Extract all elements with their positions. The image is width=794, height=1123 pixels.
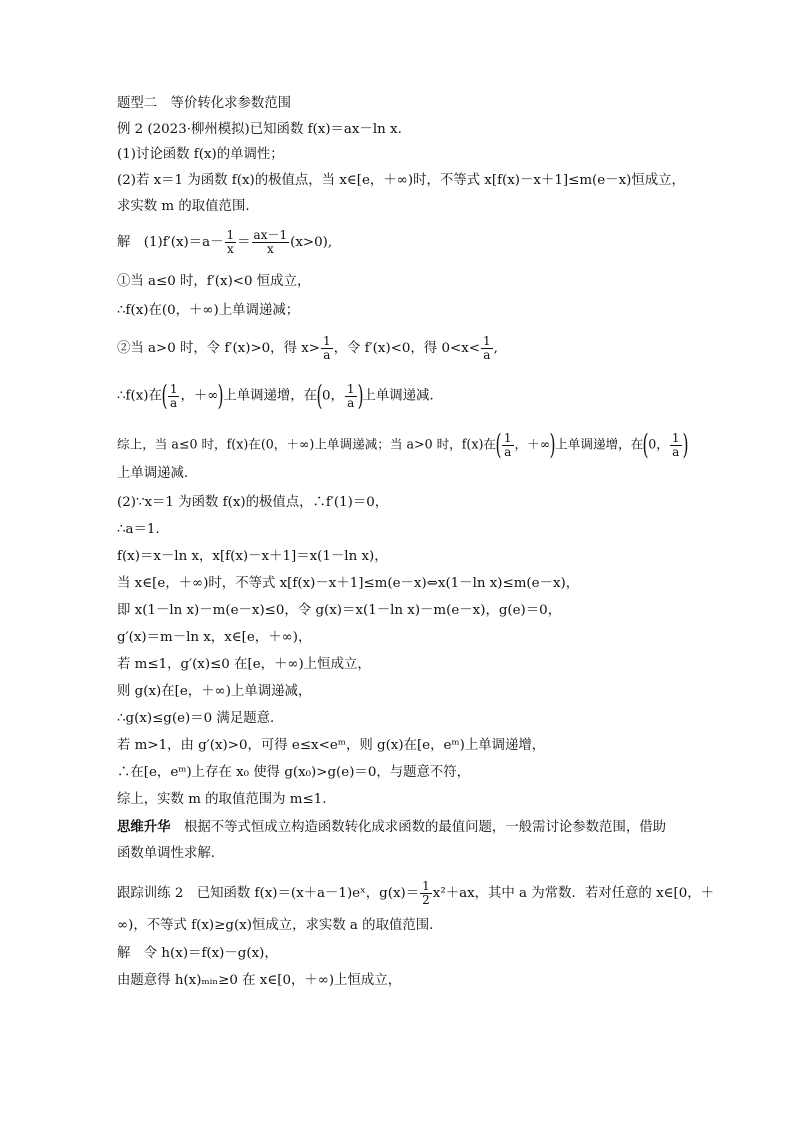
solution-line-6-mid: 上单调递增，在 (555, 436, 644, 452)
fraction (481, 335, 493, 362)
insight-line-a (117, 818, 666, 837)
fraction-denominator: x (266, 242, 274, 256)
right-paren: ) (681, 428, 688, 461)
fraction (502, 432, 514, 459)
fraction-numerator: 1 (346, 381, 355, 396)
interval-lower: 0， (322, 388, 344, 404)
fraction-numerator: ax－1 (253, 228, 288, 242)
solution-line-5-post: 上单调递减． (362, 388, 443, 404)
fraction-denominator: a (483, 348, 491, 362)
solution-line-14: 若 m≤1，g′(x)≤0 在[e，＋∞)上恒成立， (117, 657, 371, 672)
solution-line-8: (2)∵x＝1 为函数 f(x)的极值点，∴f′(1)＝0， (117, 495, 389, 510)
interval-upper: ，＋∞ (180, 388, 219, 404)
fraction-numerator: 1 (422, 879, 430, 893)
fraction (168, 383, 180, 410)
fraction (345, 383, 357, 410)
solution-line-2: ①当 a≤0 时，f′(x)<0 恒成立， (117, 274, 311, 289)
question-2-line-b: 求实数 m 的取值范围． (117, 199, 259, 214)
fraction-denominator: x (226, 242, 234, 256)
solution-line-4-pre: ②当 a>0 时，令 f′(x)>0，得 x> (117, 341, 320, 356)
fraction-numerator: 1 (503, 430, 512, 445)
question-2-line-a: (2)若 x＝1 为函数 f(x)的极值点，当 x∈[e，＋∞)时，不等式 x[f(x)－x＋1]≤m(e－x)恒成立， (117, 173, 685, 188)
solution-line-4-mid: ，令 f′(x)<0，得 0<x< (333, 341, 480, 356)
fraction (225, 229, 237, 256)
solution-line-1-pre: 解 (1)f′(x)＝a－ (117, 235, 224, 250)
practice-line-4: 由题意得 h(x)ₘᵢₙ≥0 在 x∈[0，＋∞)上恒成立， (117, 973, 402, 988)
insight-line-b: 函数单调性求解． (117, 846, 225, 861)
fraction-numerator: 1 (169, 381, 178, 396)
practice-line-3: 解 令 h(x)＝f(x)－g(x)， (117, 946, 278, 961)
solution-line-1 (117, 229, 332, 256)
fraction-denominator: a (170, 395, 178, 410)
right-paren: ) (549, 428, 556, 461)
insight-text-a: 根据不等式恒成立构造函数转化成求函数的最值问题，一般需讨论参数范围，借助 (170, 820, 667, 835)
interval-upper: ，＋∞ (514, 436, 551, 452)
solution-line-13: g′(x)＝m－ln x，x∈[e，＋∞)， (117, 630, 312, 645)
equals-sign: ＝ (237, 235, 251, 250)
fraction-denominator: a (347, 395, 355, 410)
fraction (670, 432, 682, 459)
solution-line-3: ∴f(x)在(0，＋∞)上单调递减； (117, 303, 300, 318)
practice-line-1-pre: 跟踪训练 2 已知函数 f(x)＝(x＋a－1)eˣ，g(x)＝ (117, 886, 420, 901)
fraction-numerator: 1 (226, 228, 235, 242)
solution-line-5-pre: ∴f(x)在 (117, 388, 162, 404)
section-title: 题型二 等价转化求参数范围 (117, 96, 292, 111)
solution-line-19: 综上，实数 m 的取值范围为 m≤1. (117, 792, 327, 807)
question-1: (1)讨论函数 f(x)的单调性； (117, 147, 284, 162)
solution-line-5-mid: 上单调递增，在 (223, 388, 318, 404)
right-paren: ) (217, 379, 224, 412)
solution-line-17: 若 m>1，由 g′(x)>0，可得 e≤x<eᵐ，则 g(x)在[e，eᵐ)上单调递增， (117, 738, 546, 753)
fraction-denominator: a (672, 444, 680, 459)
solution-line-6 (117, 428, 688, 461)
solution-line-16: ∴g(x)≤g(e)＝0 满足题意． (117, 711, 284, 726)
left-paren: ( (161, 379, 168, 412)
solution-line-11: 当 x∈[e，＋∞)时，不等式 x[f(x)－x＋1]≤m(e－x)⇔x(1－ln x)≤m(e－x)， (117, 576, 580, 591)
solution-line-6-pre: 综上，当 a≤0 时，f(x)在(0，＋∞)上单调递减；当 a>0 时，f(x)在 (117, 436, 496, 452)
solution-line-18: ∴在[e，eᵐ)上存在 x₀ 使得 g(x₀)>g(e)＝0，与题意不符， (117, 765, 471, 780)
left-paren: ( (642, 428, 649, 461)
fraction-denominator: a (323, 348, 331, 362)
fraction (321, 335, 333, 362)
solution-line-1-post: (x>0), (290, 235, 333, 250)
solution-line-5 (117, 379, 443, 412)
interval-lower: 0， (648, 436, 669, 452)
right-paren: ) (357, 379, 364, 412)
insight-label: 思维升华 (117, 819, 171, 835)
left-paren: ( (316, 379, 323, 412)
solution-line-10: f(x)＝x－ln x，x[f(x)－x＋1]＝x(1－ln x)， (117, 549, 388, 564)
fraction-denominator: 2 (422, 893, 430, 907)
fraction (252, 229, 290, 256)
solution-line-9: ∴a＝1. (117, 522, 160, 537)
solution-line-7: 上单调递减． (117, 466, 198, 481)
fraction (420, 880, 432, 907)
solution-line-12: 即 x(1－ln x)－m(e－x)≤0，令 g(x)＝x(1－ln x)－m(e－x)，g(e)＝0， (117, 603, 562, 618)
fraction-numerator: 1 (671, 430, 680, 445)
solution-line-4-post: , (493, 341, 498, 356)
fraction-numerator: 1 (482, 334, 491, 348)
fraction-numerator: 1 (323, 334, 331, 348)
left-paren: ( (495, 428, 502, 461)
solution-line-4 (117, 335, 498, 362)
practice-line-1 (117, 880, 714, 907)
solution-line-15: 则 g(x)在[e，＋∞)上单调递减， (117, 684, 312, 699)
practice-line-1-post: x²＋ax，其中 a 为常数．若对任意的 x∈[0，＋ (432, 886, 715, 901)
fraction-denominator: a (504, 444, 512, 459)
example-head: 例 2 (2023·柳州模拟)已知函数 f(x)＝ax－ln x. (117, 122, 402, 137)
practice-line-2: ∞)，不等式 f(x)≥g(x)恒成立，求实数 a 的取值范围． (117, 918, 443, 933)
